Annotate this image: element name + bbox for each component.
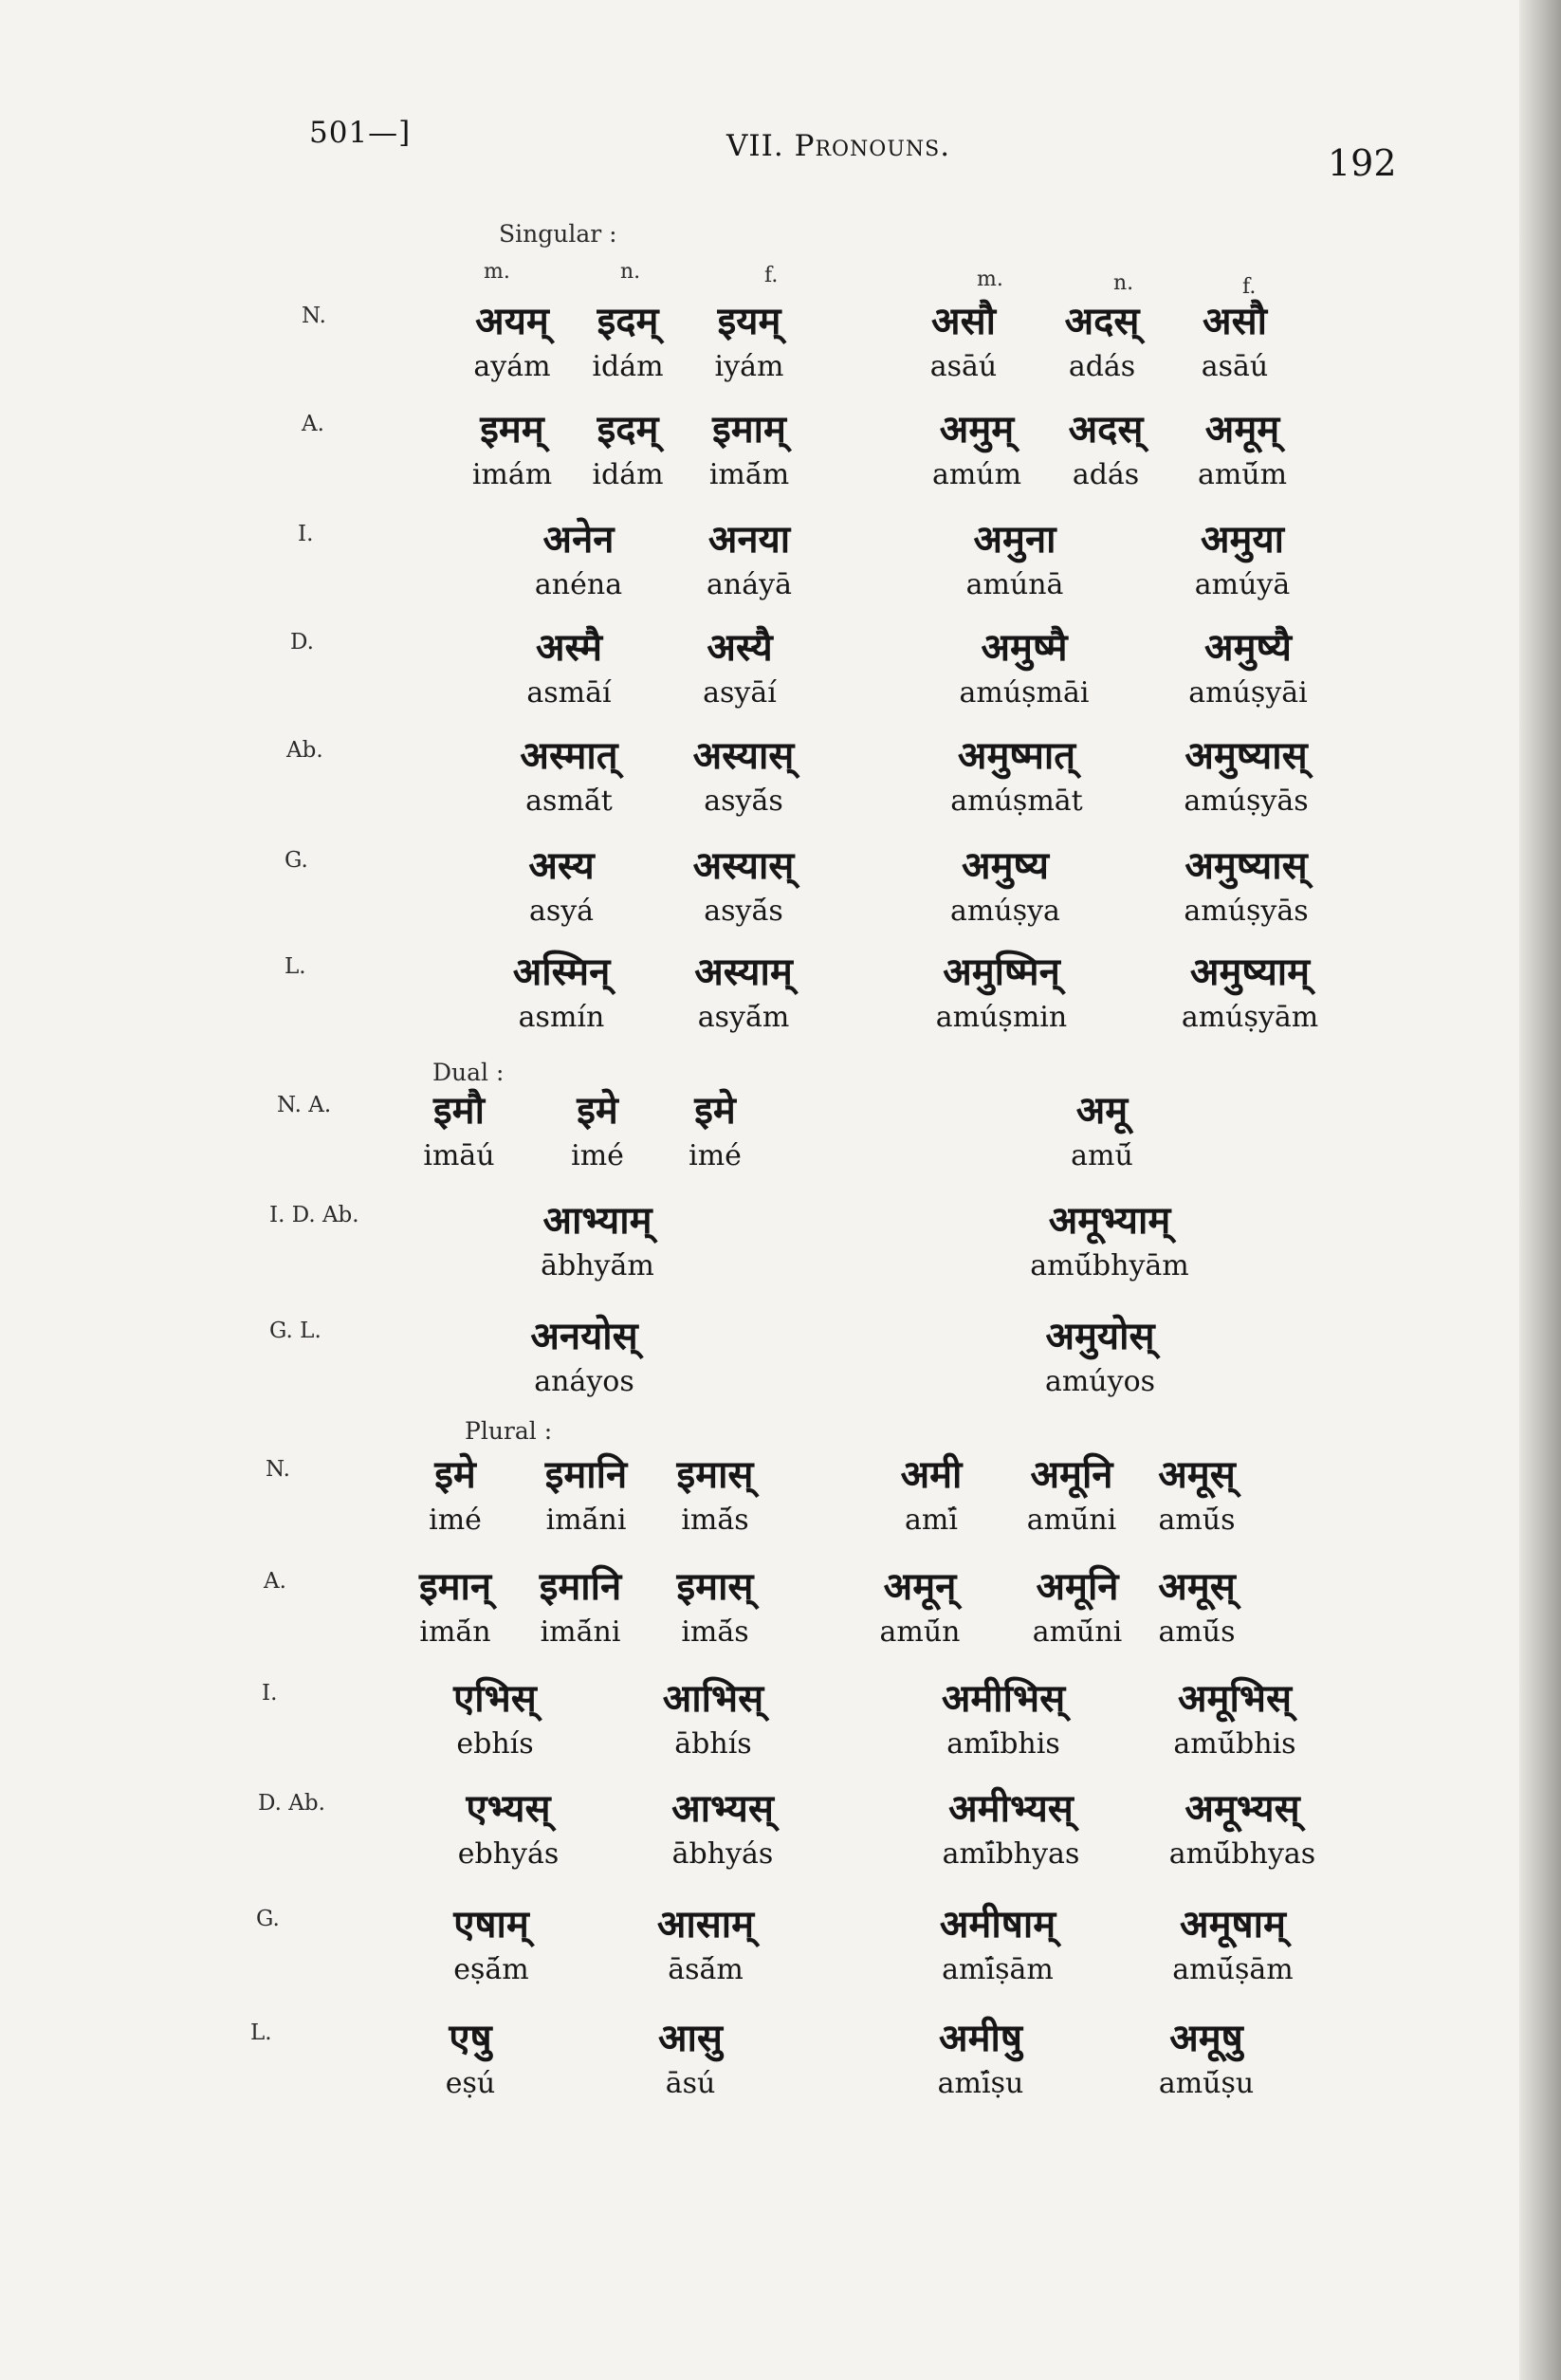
- transliteration: amū́n: [879, 1615, 961, 1649]
- transliteration: amū́bhis: [1173, 1727, 1296, 1761]
- transliteration: eṣú: [445, 2067, 496, 2100]
- devanagari-form: अमूभिस्: [1178, 1676, 1292, 1721]
- transliteration: amī́bhis: [946, 1727, 1060, 1761]
- devanagari-form: इमौ: [433, 1088, 485, 1133]
- transliteration: asyá: [528, 895, 595, 928]
- word-form: [1093, 1451, 1301, 1537]
- transliteration: imā́ni: [540, 1615, 621, 1649]
- devanagari-form: आसु: [658, 2016, 723, 2060]
- devanagari-form: एभिस्: [453, 1676, 537, 1721]
- case-label: I.: [262, 1681, 278, 1706]
- word-form: [611, 1451, 819, 1537]
- transliteration: amū́bhyām: [1030, 1249, 1189, 1282]
- word-form: [901, 842, 1110, 928]
- devanagari-form: अमीषु: [939, 2016, 1022, 2060]
- devanagari-form: अस्मात्: [520, 733, 618, 778]
- transliteration: adás: [1072, 458, 1140, 491]
- transliteration: asmāí: [526, 676, 612, 710]
- devanagari-form: आभ्यस्: [671, 1786, 774, 1831]
- case-label: Ab.: [286, 738, 323, 763]
- devanagari-form: एषु: [449, 2016, 492, 2060]
- case-label: I. D. Ab.: [269, 1203, 359, 1227]
- devanagari-form: आभिस्: [662, 1676, 764, 1721]
- devanagari-form: अमूभ्यस्: [1185, 1786, 1300, 1831]
- word-form: [910, 516, 1119, 601]
- devanagari-form: अमून्: [883, 1564, 957, 1609]
- transliteration: asyā́m: [697, 1001, 790, 1034]
- devanagari-form: अस्याम्: [694, 950, 793, 994]
- word-form: [611, 1087, 819, 1172]
- transliteration: ebhyás: [457, 1837, 560, 1871]
- transliteration: amī́ṣām: [942, 1953, 1054, 1986]
- devanagari-form: इमान्: [418, 1564, 492, 1609]
- transliteration: imé: [429, 1504, 482, 1537]
- transliteration: idám: [592, 458, 664, 491]
- dual-label: Dual :: [432, 1059, 505, 1086]
- transliteration: asāú: [929, 350, 998, 383]
- transliteration: anéna: [534, 568, 623, 601]
- transliteration: āsú: [665, 2067, 716, 2100]
- transliteration: imé: [571, 1139, 624, 1172]
- transliteration: ayám: [473, 350, 551, 383]
- case-label: I.: [298, 522, 314, 546]
- devanagari-form: इदम्: [597, 299, 659, 343]
- word-form: [1102, 2015, 1311, 2100]
- transliteration: iyám: [714, 350, 784, 383]
- word-form: [480, 1313, 689, 1398]
- devanagari-form: अस्मै: [535, 625, 603, 670]
- devanagari-form: एभ्यस्: [466, 1786, 551, 1831]
- transliteration: ābhís: [674, 1727, 752, 1761]
- devanagari-form: अमूषाम्: [1180, 1902, 1286, 1946]
- devanagari-form: अमूषु: [1169, 2016, 1243, 2060]
- word-form: [391, 1675, 599, 1761]
- devanagari-form: अमुना: [973, 517, 1056, 562]
- transliteration: anáyā: [707, 568, 792, 601]
- gender-head: n.: [620, 260, 641, 284]
- word-form: [893, 1901, 1102, 1986]
- transliteration: amī́bhyas: [942, 1837, 1080, 1871]
- word-form: [387, 1901, 596, 1986]
- transliteration: imám: [471, 458, 553, 491]
- devanagari-form: अस्मिन्: [512, 950, 611, 994]
- devanagari-form: इयम्: [717, 299, 781, 343]
- transliteration: imā́s: [681, 1615, 749, 1649]
- transliteration: amúṣyās: [1184, 784, 1309, 818]
- devanagari-form: अमुष्यास्: [1185, 843, 1308, 888]
- word-form: [618, 1785, 827, 1871]
- transliteration: imā́s: [681, 1504, 749, 1537]
- page-edge-shadow: [1519, 0, 1561, 2380]
- word-form: [639, 949, 848, 1034]
- devanagari-form: अमू: [1075, 1088, 1129, 1133]
- devanagari-form: अमूनि: [1030, 1452, 1113, 1497]
- word-form: [876, 2015, 1085, 2100]
- singular-label: Singular :: [499, 220, 617, 248]
- devanagari-form: अस्यास्: [692, 843, 795, 888]
- word-form: [1138, 516, 1347, 601]
- gender-head: m.: [484, 260, 510, 284]
- devanagari-form: अस्य: [528, 843, 595, 888]
- gender-head: f.: [1242, 275, 1257, 299]
- devanagari-form: अनेन: [542, 517, 615, 562]
- word-form: [1144, 624, 1352, 710]
- word-form: [897, 949, 1106, 1034]
- case-label: N.: [302, 304, 326, 328]
- devanagari-form: अमुया: [1200, 517, 1285, 562]
- case-label: G.: [256, 1907, 280, 1931]
- transliteration: imā́ni: [545, 1504, 627, 1537]
- word-form: [998, 1087, 1206, 1172]
- devanagari-form: इमास्: [676, 1452, 754, 1497]
- word-form: [586, 2015, 795, 2100]
- chapter-title: VII. Pronouns.: [726, 129, 951, 163]
- devanagari-form: अमूनि: [1036, 1564, 1119, 1609]
- devanagari-form: अदस्: [1068, 407, 1144, 452]
- devanagari-form: अमुष्मै: [981, 625, 1068, 670]
- devanagari-form: अमूस्: [1158, 1564, 1236, 1609]
- word-form: [493, 1197, 702, 1282]
- word-form: [366, 2015, 575, 2100]
- word-form: [1093, 1563, 1301, 1649]
- transliteration: imé: [689, 1139, 742, 1172]
- devanagari-form: एषाम्: [453, 1902, 529, 1946]
- case-label: D.: [290, 630, 314, 655]
- devanagari-form: अस्यास्: [692, 733, 795, 778]
- word-form: [639, 842, 848, 928]
- word-form: [1142, 732, 1350, 818]
- devanagari-form: अमीभिस्: [941, 1676, 1066, 1721]
- transliteration: amúṣyāi: [1188, 676, 1308, 710]
- transliteration: amū́ṣām: [1172, 1953, 1294, 1986]
- devanagari-form: इमास्: [676, 1564, 754, 1609]
- transliteration: amū́: [1071, 1139, 1133, 1172]
- word-form: [1005, 1197, 1214, 1282]
- devanagari-form: अमुष्मात्: [957, 733, 1076, 778]
- gender-head: f.: [764, 264, 779, 287]
- word-form: [1146, 949, 1354, 1034]
- word-form: [899, 1675, 1108, 1761]
- devanagari-form: अमुयोस्: [1045, 1314, 1155, 1358]
- transliteration: amúṣmāt: [950, 784, 1083, 818]
- transliteration: anáyos: [534, 1365, 634, 1398]
- case-label: N.: [266, 1457, 290, 1482]
- devanagari-form: आसाम्: [656, 1902, 755, 1946]
- transliteration: amī́: [905, 1504, 958, 1537]
- devanagari-form: इमे: [434, 1452, 476, 1497]
- transliteration: idám: [592, 350, 664, 383]
- word-form: [639, 732, 848, 818]
- devanagari-form: असौ: [931, 299, 996, 343]
- devanagari-form: आभ्याम्: [542, 1198, 652, 1243]
- transliteration: asmā́t: [525, 784, 613, 818]
- transliteration: ābhyā́m: [541, 1249, 654, 1282]
- transliteration: amúyā: [1194, 568, 1291, 601]
- transliteration: amū́ṣu: [1158, 2067, 1255, 2100]
- case-label: A.: [302, 412, 324, 436]
- case-label: G. L.: [269, 1319, 321, 1343]
- word-form: [609, 1675, 817, 1761]
- word-form: [645, 298, 854, 383]
- word-form: [611, 1563, 819, 1649]
- transliteration: ābhyás: [671, 1837, 774, 1871]
- devanagari-form: अमुष्याम्: [1189, 950, 1311, 994]
- word-form: [601, 1901, 810, 1986]
- transliteration: amúṣmin: [935, 1001, 1068, 1034]
- devanagari-form: अयम्: [475, 299, 549, 343]
- case-label: N. A.: [277, 1093, 332, 1117]
- transliteration: amúṣmāi: [959, 676, 1090, 710]
- transliteration: amúnā: [965, 568, 1064, 601]
- word-form: [457, 949, 666, 1034]
- word-form: [1138, 406, 1347, 491]
- devanagari-form: इमे: [694, 1088, 736, 1133]
- transliteration: amū́ni: [1032, 1615, 1123, 1649]
- devanagari-form: अस्यै: [707, 625, 773, 670]
- word-form: [1129, 1901, 1337, 1986]
- word-form: [645, 516, 854, 601]
- word-form: [920, 624, 1129, 710]
- devanagari-form: इमे: [577, 1088, 618, 1133]
- case-label: L.: [250, 2020, 272, 2045]
- devanagari-form: अमीभ्यस्: [948, 1786, 1074, 1831]
- transliteration: eṣā́m: [453, 1953, 529, 1986]
- devanagari-form: इदम्: [597, 407, 659, 452]
- transliteration: asāú: [1201, 350, 1269, 383]
- devanagari-form: इमम्: [480, 407, 544, 452]
- case-label: D. Ab.: [258, 1791, 325, 1816]
- page-number: 192: [1328, 142, 1397, 184]
- transliteration: ebhís: [456, 1727, 534, 1761]
- devanagari-form: अदस्: [1064, 299, 1140, 343]
- transliteration: amū́ni: [1026, 1504, 1117, 1537]
- transliteration: asyā́s: [704, 895, 783, 928]
- devanagari-form: अमूम्: [1204, 407, 1280, 452]
- devanagari-form: इमाम्: [712, 407, 786, 452]
- case-label: G.: [285, 848, 308, 873]
- transliteration: amúṣyām: [1181, 1001, 1319, 1034]
- transliteration: asmín: [518, 1001, 605, 1034]
- word-form: [1130, 298, 1339, 383]
- transliteration: amū́bhyas: [1168, 1837, 1316, 1871]
- devanagari-form: अमूस्: [1158, 1452, 1236, 1497]
- gender-head: n.: [1113, 271, 1134, 295]
- transliteration: imā́n: [419, 1615, 491, 1649]
- devanagari-form: अमुष्यै: [1204, 625, 1292, 670]
- devanagari-form: अनयोस्: [530, 1314, 638, 1358]
- devanagari-form: अमुष्यास्: [1185, 733, 1308, 778]
- transliteration: amū́m: [1197, 458, 1288, 491]
- transliteration: imā́m: [708, 458, 790, 491]
- devanagari-form: असौ: [1203, 299, 1267, 343]
- transliteration: amū́s: [1158, 1615, 1236, 1649]
- transliteration: amúṣyās: [1184, 895, 1309, 928]
- transliteration: āsā́m: [668, 1953, 744, 1986]
- devanagari-form: अमीषाम्: [939, 1902, 1056, 1946]
- plural-label: Plural :: [465, 1417, 553, 1445]
- section-reference: 501—]: [309, 116, 412, 150]
- transliteration: amī́ṣu: [937, 2067, 1024, 2100]
- word-form: [907, 1785, 1115, 1871]
- word-form: [1138, 1785, 1347, 1871]
- transliteration: asyāí: [703, 676, 777, 710]
- gender-head: m.: [977, 268, 1003, 291]
- transliteration: amúm: [931, 458, 1022, 491]
- devanagari-form: अमुष्य: [962, 843, 1049, 888]
- transliteration: imāú: [423, 1139, 495, 1172]
- case-label: A.: [264, 1569, 286, 1594]
- word-form: [996, 1313, 1204, 1398]
- transliteration: amúyos: [1044, 1365, 1156, 1398]
- word-form: [912, 732, 1121, 818]
- word-form: [404, 1785, 613, 1871]
- devanagari-form: अमी: [900, 1452, 963, 1497]
- transliteration: amúṣya: [950, 895, 1060, 928]
- word-form: [635, 624, 844, 710]
- devanagari-form: अमुष्मिन्: [943, 950, 1060, 994]
- devanagari-form: अनया: [707, 517, 791, 562]
- transliteration: amū́s: [1158, 1504, 1236, 1537]
- case-label: L.: [285, 954, 306, 979]
- devanagari-form: अमूभ्याम्: [1048, 1198, 1171, 1243]
- devanagari-form: अमुम्: [939, 407, 1015, 452]
- word-form: [1142, 842, 1350, 928]
- transliteration: adás: [1068, 350, 1136, 383]
- transliteration: asyā́s: [704, 784, 783, 818]
- word-form: [457, 842, 666, 928]
- devanagari-form: इमानि: [539, 1564, 622, 1609]
- word-form: [645, 406, 854, 491]
- devanagari-form: इमानि: [544, 1452, 628, 1497]
- word-form: [1130, 1675, 1339, 1761]
